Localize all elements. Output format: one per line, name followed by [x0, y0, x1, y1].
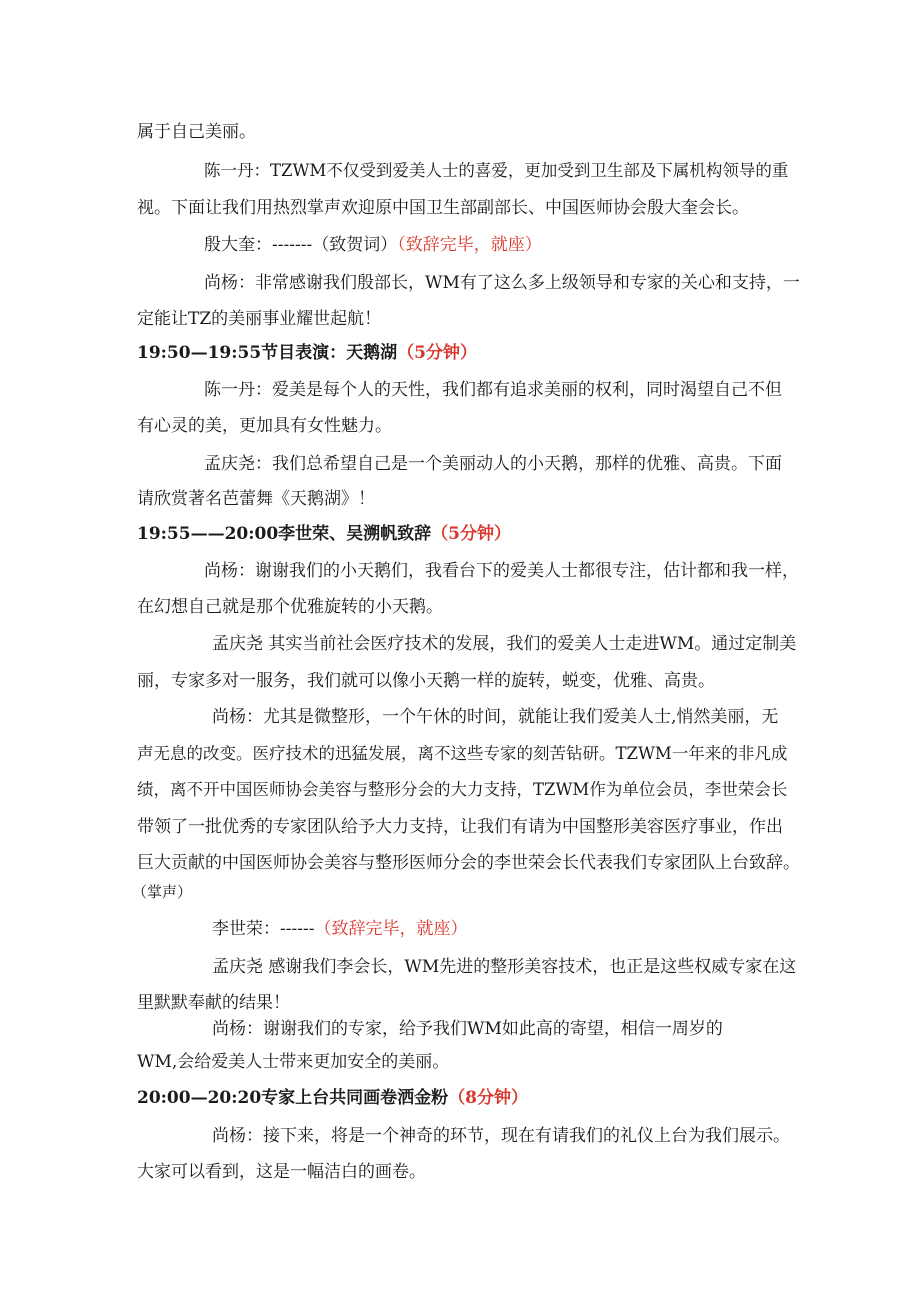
text-line: 里默默奉献的结果！ [137, 993, 290, 1013]
text-line: WM,会给爱美人士带来更加安全的美丽。 [137, 1052, 450, 1072]
stage-note: （致辞完毕，就座） [397, 235, 542, 255]
schedule-heading: 19:50—19:55节目表演：天鹅湖（5分钟） [137, 343, 478, 363]
schedule-heading: 19:55——20:00李世荣、吴溯帆致辞（5分钟） [137, 524, 512, 544]
schedule-heading: 20:00—20:20专家上台共同画卷洒金粉（8分钟） [137, 1088, 529, 1108]
duration-note: （5分钟） [431, 524, 512, 544]
text-line: 尚杨：谢谢我们的专家，给予我们WM如此高的寄望，相信一周岁的 [212, 1019, 723, 1039]
text-line: 大家可以看到，这是一幅洁白的画卷。 [137, 1162, 426, 1182]
text-line: 尚杨：接下来，将是一个神奇的环节，现在有请我们的礼仪上台为我们展示。 [212, 1126, 790, 1146]
duration-note: （5分钟） [397, 343, 478, 363]
duration-note: （8分钟） [448, 1088, 529, 1108]
text-line: 绩，离不开中国医师协会美容与整形分会的大力支持，TZWM作为单位会员，李世荣会长 [137, 780, 788, 799]
text-line: 尚杨：谢谢我们的小天鹅们，我看台下的爱美人士都很专注，估计都和我一样， [204, 561, 799, 581]
text-line: 丽，专家多对一服务，我们就可以像小天鹅一样的旋转，蜕变，优雅、高贵。 [137, 671, 715, 691]
text-line: 孟庆尧 其实当前社会医疗技术的发展，我们的爱美人士走进WM。通过定制美 [212, 634, 797, 654]
text-line: 声无息的改变。医疗技术的迅猛发展，离不这些专家的刻苦钻研。TZWM一年来的非凡成 [137, 744, 788, 763]
text-line: 陈一丹：爱美是每个人的天性，我们都有追求美丽的权利，同时渴望自己不但 [204, 380, 782, 400]
stage-note: （致辞完毕，就座） [314, 919, 468, 939]
text-line: 孟庆尧 感谢我们李会长，WM先进的整形美容技术，也正是这些权威专家在这 [212, 957, 797, 977]
text-line: （掌声） [132, 883, 193, 901]
text-line: 请欣赏著名芭蕾舞《天鹅湖》！ [137, 489, 375, 509]
text-line: 有心灵的美，更加具有女性魅力。 [137, 416, 392, 436]
text-line: 尚杨：非常感谢我们殷部长，WM有了这么多上级领导和专家的关心和支持，一 [204, 273, 800, 293]
text-line: 李世荣：------（致辞完毕，就座） [212, 919, 468, 939]
text-line: 孟庆尧：我们总希望自己是一个美丽动人的小天鹅，那样的优雅、高贵。下面 [204, 454, 782, 474]
text-line: 属于自己美丽。 [137, 122, 256, 142]
text-line: 在幻想自己就是那个优雅旋转的小天鹅。 [137, 597, 443, 617]
text-line: 带领了一批优秀的专家团队给予大力支持，让我们有请为中国整形美容医疗事业，作出 [137, 817, 783, 837]
text-line: 陈一丹：TZWM不仅受到爱美人士的喜爱，更加受到卫生部及下属机构领导的重 [204, 161, 789, 180]
text-line: 尚杨：尤其是微整形，一个午休的时间，就能让我们爱美人士,悄然美丽，无 [212, 707, 779, 727]
text-line: 巨大贡献的中国医师协会美容与整形医师分会的李世荣会长代表我们专家团队上台致辞。 [137, 853, 800, 873]
text-line: 殷大奎：-------（致贺词）（致辞完毕，就座） [204, 235, 542, 255]
text-line: 视。下面让我们用热烈掌声欢迎原中国卫生部副部长、中国医师协会殷大奎会长。 [137, 198, 749, 218]
text-line: 定能让TZ的美丽事业耀世起航！ [137, 309, 382, 329]
